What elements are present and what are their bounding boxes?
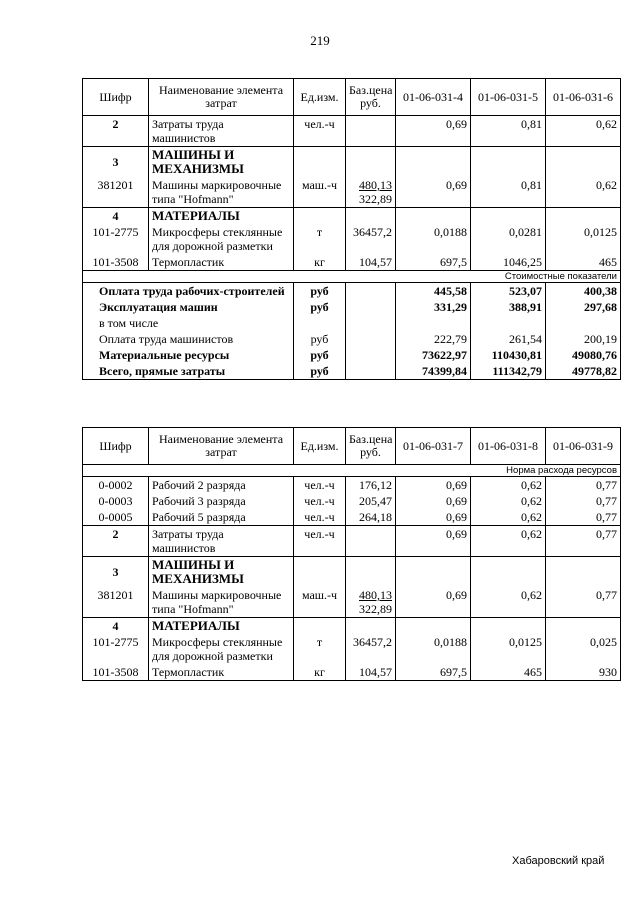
header-code: Шифр (83, 428, 149, 465)
table-row: 2 Затраты труда машинистов чел.-ч 0,69 0,81 0,62 (83, 116, 621, 147)
header-name: Наименование элемента затрат (149, 79, 294, 116)
table-row: 101-3508 Термопластик кг 104,57 697,5 465 930 (83, 664, 621, 681)
table-row: 101-3508 Термопластик кг 104,57 697,5 1046,25 465 (83, 254, 621, 271)
table-row: 0-0003 Рабочий 3 разряда чел.-ч 205,47 0,69 0,62 0,77 (83, 493, 621, 509)
resource-norm-note: Норма расхода ресурсов (83, 465, 621, 477)
rate-table-2 (82, 427, 621, 681)
table-row: 0-0005 Рабочий 5 разряда чел.-ч 264,18 0,69 0,62 0,77 (83, 509, 621, 526)
rate-table-1 (82, 78, 621, 380)
cost-indicators-note: Стоимостные показатели (83, 271, 621, 283)
section-row: 4 МАТЕРИАЛЫ (83, 618, 621, 635)
header-unit: Ед.изм. (294, 79, 346, 116)
summary-row: Эксплуатация машин руб 331,29 388,91 297,68 (83, 299, 621, 315)
header-price: Баз.цена руб. (346, 79, 396, 116)
header-name: Наименование элемента затрат (149, 428, 294, 465)
table-row: 101-2775 Микросферы стеклянные для дорожной разметки т 36457,2 0,0188 0,0281 0,0125 (83, 224, 621, 254)
table-row: 101-2775 Микросферы стеклянные для дорожной разметки т 36457,2 0,0188 0,0125 0,025 (83, 634, 621, 664)
header-price: Баз.цена руб. (346, 428, 396, 465)
table-row: 0-0002 Рабочий 2 разряда чел.-ч 176,12 0,69 0,62 0,77 (83, 477, 621, 494)
summary-row: Оплата труда машинистов руб 222,79 261,54 200,19 (83, 331, 621, 347)
page-number: 219 (310, 33, 330, 48)
header-unit: Ед.изм. (294, 428, 346, 465)
table-header-row (83, 428, 621, 465)
section-row: 4 МАТЕРИАЛЫ (83, 208, 621, 225)
header-col-3: 01-06-031-6 (546, 79, 621, 116)
header-col-1: 01-06-031-7 (396, 428, 471, 465)
section-row: 3 МАШИНЫ И МЕХАНИЗМЫ (83, 147, 621, 178)
summary-row: Материальные ресурсы руб 73622,97 110430,81 49080,76 (83, 347, 621, 363)
table-header-row (83, 79, 621, 116)
table-row: 381201 Машины маркировочные типа "Hofmann" маш.-ч 480,13 322,89 0,69 0,81 0,62 (83, 177, 621, 208)
table-row: 2 Затраты труда машинистов чел.-ч 0,69 0,62 0,77 (83, 526, 621, 557)
header-col-2: 01-06-031-5 (471, 79, 546, 116)
table-row: 381201 Машины маркировочные типа "Hofmann" маш.-ч 480,13 322,89 0,69 0,62 0,77 (83, 587, 621, 618)
header-col-1: 01-06-031-4 (396, 79, 471, 116)
summary-row: Оплата труда рабочих-строителей руб 445,58 523,07 400,38 (83, 283, 621, 300)
section-row: 3 МАШИНЫ И МЕХАНИЗМЫ (83, 557, 621, 588)
header-col-3: 01-06-031-9 (546, 428, 621, 465)
summary-row: в том числе (83, 315, 621, 331)
summary-row: Всего, прямые затраты руб 74399,84 111342,79 49778,82 (83, 363, 621, 380)
header-col-2: 01-06-031-8 (471, 428, 546, 465)
header-code: Шифр (83, 79, 149, 116)
region-footer: Хабаровский край (512, 855, 605, 867)
